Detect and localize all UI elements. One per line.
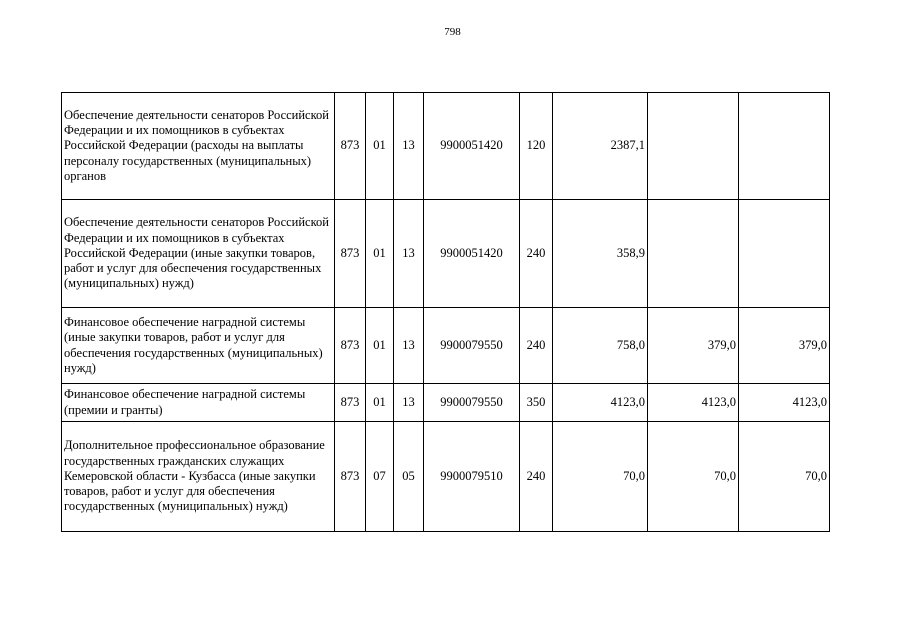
amount-year-2: 70,0 [648,422,739,532]
section-code: 01 [366,93,394,200]
target-article-code: 9900079550 [424,308,520,384]
target-article-code: 9900051420 [424,93,520,200]
subsection-code: 13 [394,308,424,384]
table-row [62,93,830,200]
subsection-code: 05 [394,422,424,532]
amount-year-1: 758,0 [553,308,648,384]
ministry-code: 873 [335,200,366,308]
expense-type-code: 240 [520,200,553,308]
table-row [62,308,830,384]
subsection-code: 13 [394,93,424,200]
row-description: Обеспечение деятельности сенаторов Российской Федерации и их помощников в субъектах Российской Федерации (иные закупки товаров, работ и услуг для обеспечения государственных (муниципальных) нужд) [62,200,335,308]
amount-year-3 [739,200,830,308]
subsection-code: 13 [394,200,424,308]
ministry-code: 873 [335,93,366,200]
target-article-code: 9900051420 [424,200,520,308]
row-description: Обеспечение деятельности сенаторов Российской Федерации и их помощников в субъектах Российской Федерации (расходы на выплаты персоналу государственных (муниципальных) органов [62,93,335,200]
table-row [62,422,830,532]
row-description: Дополнительное профессиональное образование государственных гражданских служащих Кемеровской области - Кузбасса (иные закупки товаров, работ и услуг для обеспечения государственных (муниципальных) нужд) [62,422,335,532]
amount-year-2: 4123,0 [648,384,739,422]
amount-year-3 [739,93,830,200]
budget-table [61,92,830,532]
ministry-code: 873 [335,384,366,422]
expense-type-code: 350 [520,384,553,422]
amount-year-2 [648,200,739,308]
expense-type-code: 240 [520,308,553,384]
amount-year-1: 70,0 [553,422,648,532]
amount-year-1: 4123,0 [553,384,648,422]
ministry-code: 873 [335,308,366,384]
subsection-code: 13 [394,384,424,422]
section-code: 01 [366,200,394,308]
amount-year-3: 70,0 [739,422,830,532]
section-code: 01 [366,308,394,384]
expense-type-code: 240 [520,422,553,532]
row-description: Финансовое обеспечение наградной системы (премии и гранты) [62,384,335,422]
table-row [62,384,830,422]
amount-year-2 [648,93,739,200]
target-article-code: 9900079550 [424,384,520,422]
section-code: 07 [366,422,394,532]
amount-year-2: 379,0 [648,308,739,384]
amount-year-1: 2387,1 [553,93,648,200]
table-row [62,200,830,308]
page-number: 798 [444,26,461,38]
row-description: Финансовое обеспечение наградной системы (иные закупки товаров, работ и услуг для обеспечения государственных (муниципальных) нужд) [62,308,335,384]
expense-type-code: 120 [520,93,553,200]
target-article-code: 9900079510 [424,422,520,532]
amount-year-3: 379,0 [739,308,830,384]
ministry-code: 873 [335,422,366,532]
section-code: 01 [366,384,394,422]
amount-year-1: 358,9 [553,200,648,308]
amount-year-3: 4123,0 [739,384,830,422]
